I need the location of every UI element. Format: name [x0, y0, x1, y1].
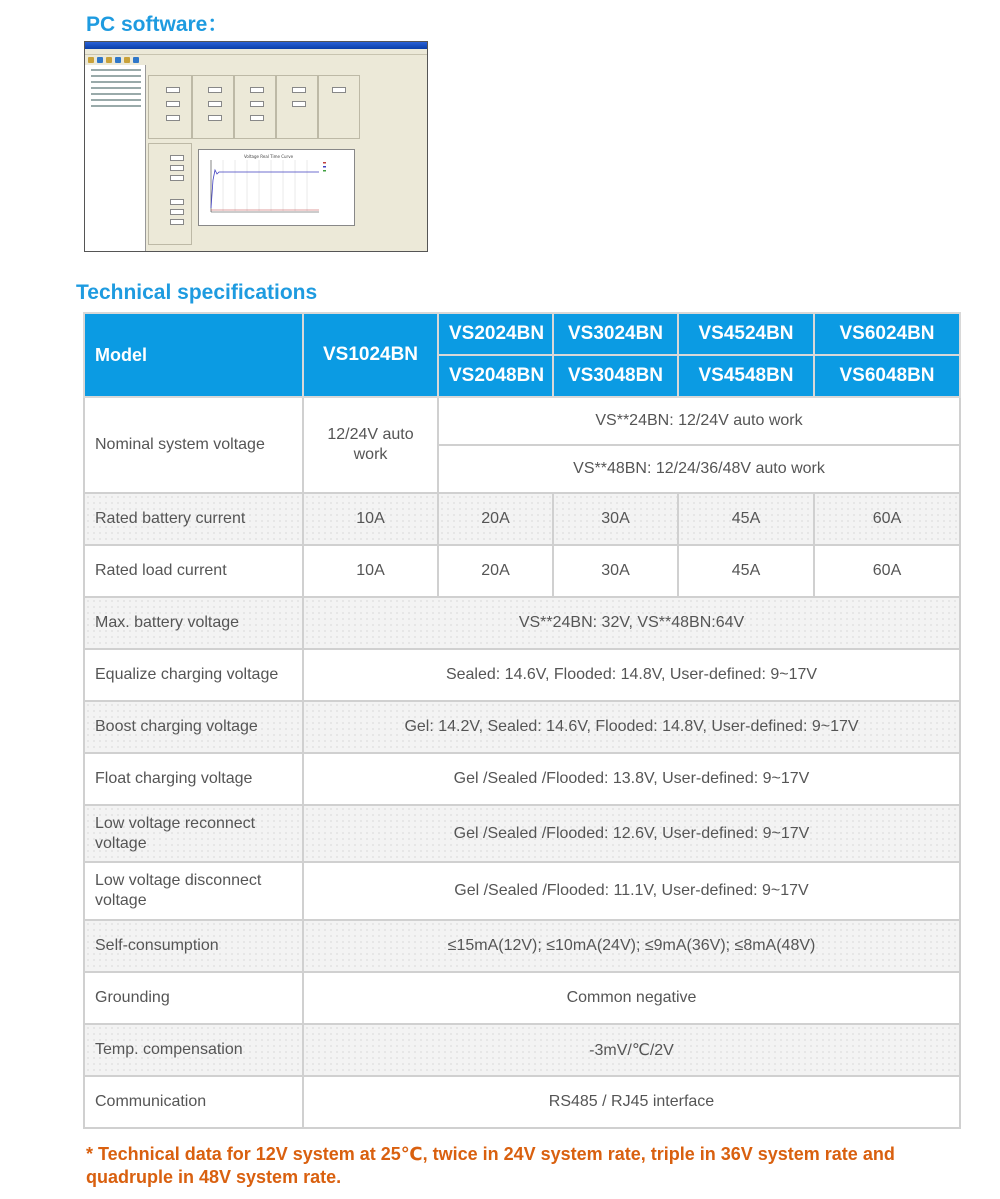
spec-value: 60A — [814, 545, 960, 597]
toolbar-icon — [88, 57, 94, 63]
spec-value: 20A — [438, 493, 553, 545]
spec-value: 45A — [678, 545, 814, 597]
spec-label: Nominal system voltage — [84, 397, 303, 493]
spec-label: Rated load current — [84, 545, 303, 597]
table-row — [84, 597, 960, 649]
spec-value: Sealed: 14.6V, Flooded: 14.8V, User-defined: 9~17V — [303, 649, 960, 701]
spec-value: 30A — [553, 493, 678, 545]
spec-label: Float charging voltage — [84, 753, 303, 805]
spec-value: 45A — [678, 493, 814, 545]
model-header-cell: VS4548BN — [678, 355, 814, 397]
toolbar-icon — [97, 57, 103, 63]
spec-label: Low voltage disconnect voltage — [84, 862, 303, 920]
model-header: Model — [84, 313, 303, 397]
model-header-cell: VS2048BN — [438, 355, 553, 397]
spec-label: Boost charging voltage — [84, 701, 303, 753]
header-row-1 — [84, 313, 960, 355]
spec-value: 12/24V auto work — [303, 397, 438, 493]
table-row — [84, 701, 960, 753]
table-row — [84, 1024, 960, 1076]
voltage-curve-chart — [198, 149, 355, 226]
model-header-cell: VS3024BN — [553, 313, 678, 355]
spec-label: Self-consumption — [84, 920, 303, 972]
spec-label: Communication — [84, 1076, 303, 1128]
toolbar-icon — [106, 57, 112, 63]
spec-value: 10A — [303, 545, 438, 597]
spec-label: Max. battery voltage — [84, 597, 303, 649]
spec-value: 10A — [303, 493, 438, 545]
spec-label: Temp. compensation — [84, 1024, 303, 1076]
model-header-cell: VS6048BN — [814, 355, 960, 397]
spec-value: 20A — [438, 545, 553, 597]
model-header-cell: VS3048BN — [553, 355, 678, 397]
toolbar-icon — [133, 57, 139, 63]
table-row — [84, 920, 960, 972]
spec-value: Gel /Sealed /Flooded: 12.6V, User-defined: 9~17V — [303, 805, 960, 862]
table-row — [84, 972, 960, 1024]
footnote: * Technical data for 12V system at 25℃, twice in 24V system rate, triple in 36V system rate and quadruple in 48V system rate. — [86, 1144, 895, 1187]
spec-value: ≤15mA(12V); ≤10mA(24V); ≤9mA(36V); ≤8mA(48V) — [303, 920, 960, 972]
screenshot-main-panel — [146, 65, 427, 251]
spec-value: Gel /Sealed /Flooded: 13.8V, User-defined: 9~17V — [303, 753, 960, 805]
spec-value: VS**24BN: 32V, VS**48BN:64V — [303, 597, 960, 649]
spec-label: Grounding — [84, 972, 303, 1024]
spec-value: Gel /Sealed /Flooded: 11.1V, User-defined: 9~17V — [303, 862, 960, 920]
table-row — [84, 397, 960, 445]
toolbar-icon — [115, 57, 121, 63]
toolbar-icon — [124, 57, 130, 63]
pc-software-title: PC software： — [86, 13, 229, 36]
table-row — [84, 805, 960, 862]
spec-label: Rated battery current — [84, 493, 303, 545]
spec-label: Equalize charging voltage — [84, 649, 303, 701]
table-row — [84, 545, 960, 597]
spec-table — [83, 312, 961, 1129]
pc-software-screenshot — [84, 41, 428, 252]
technical-specifications-title: Technical specifications — [76, 281, 318, 304]
spec-value: 60A — [814, 493, 960, 545]
spec-value: 30A — [553, 545, 678, 597]
spec-value: Gel: 14.2V, Sealed: 14.6V, Flooded: 14.8V, User-defined: 9~17V — [303, 701, 960, 753]
screenshot-titlebar — [85, 42, 427, 49]
spec-label: Low voltage reconnect voltage — [84, 805, 303, 862]
table-row — [84, 862, 960, 920]
spec-value: VS**48BN: 12/24/36/48V auto work — [438, 445, 960, 493]
screenshot-device-tree — [85, 65, 146, 251]
spec-value: Common negative — [303, 972, 960, 1024]
spec-value: RS485 / RJ45 interface — [303, 1076, 960, 1128]
model-vs1024bn: VS1024BN — [303, 313, 438, 397]
model-header-cell: VS2024BN — [438, 313, 553, 355]
table-row — [84, 493, 960, 545]
table-row — [84, 1076, 960, 1128]
table-row — [84, 649, 960, 701]
model-header-cell: VS4524BN — [678, 313, 814, 355]
spec-value: -3mV/℃/2V — [303, 1024, 960, 1076]
spec-value: VS**24BN: 12/24V auto work — [438, 397, 960, 445]
table-row — [84, 753, 960, 805]
model-header-cell: VS6024BN — [814, 313, 960, 355]
chart-caption: Voltage Real Time Curve — [244, 154, 294, 159]
